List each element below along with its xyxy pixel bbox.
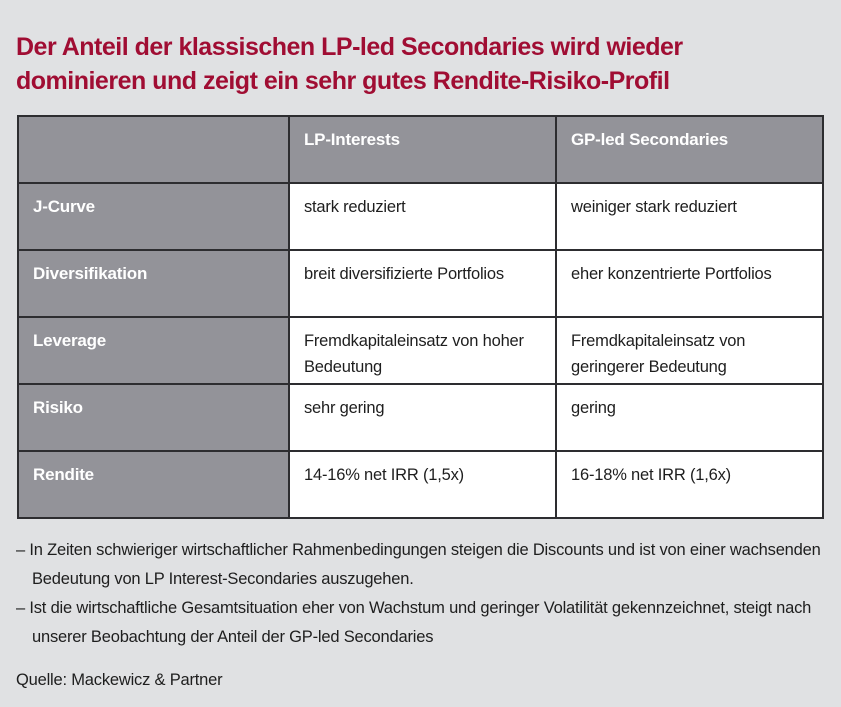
source-line: Quelle: Mackewicz & Partner	[16, 671, 223, 689]
cell-j-curve-lp: stark reduziert	[290, 184, 555, 249]
row-label-j-curve: J-Curve	[19, 184, 288, 249]
note-item: – In Zeiten schwieriger wirtschaftlicher Rahmenbedingungen steigen die Discounts und ist von einer wachsenden Bedeutung von LP Interest-Secondaries auszugehen.	[16, 541, 821, 588]
cell-leverage-gp: Fremdkapitaleinsatz von geringerer Bedeutung	[557, 318, 822, 383]
cell-diversifikation-gp: eher konzentrierte Portfolios	[557, 251, 822, 316]
note-item: – Ist die wirtschaftliche Gesamtsituation eher von Wachstum und geringer Volatilität gekennzeichnet, steigt nach unserer Beobachtung der Anteil der GP-led Secondaries	[16, 599, 812, 646]
cell-j-curve-gp: weiniger stark reduziert	[557, 184, 822, 249]
footnotes	[16, 536, 822, 652]
column-header-gp-led-secondaries: GP-led Secondaries	[557, 117, 822, 182]
cell-leverage-lp: Fremdkapitaleinsatz von hoher Bedeutung	[290, 318, 555, 383]
row-label-rendite: Rendite	[19, 452, 288, 517]
cell-risiko-lp: sehr gering	[290, 385, 555, 450]
comparison-table	[17, 115, 824, 519]
row-label-diversifikation: Diversifikation	[19, 251, 288, 316]
row-label-risiko: Risiko	[19, 385, 288, 450]
row-label-leverage: Leverage	[19, 318, 288, 383]
column-header-lp-interests: LP-Interests	[290, 117, 555, 182]
page-title: Der Anteil der klassischen LP-led Secondaries wird wieder dominieren und zeigt ein sehr gutes Rendite-Risiko-Profil	[16, 33, 683, 95]
cell-risiko-gp: gering	[557, 385, 822, 450]
table-corner-cell	[19, 117, 288, 182]
cell-rendite-gp: 16-18% net IRR (1,6x)	[557, 452, 822, 517]
cell-rendite-lp: 14-16% net IRR (1,5x)	[290, 452, 555, 517]
cell-diversifikation-lp: breit diversifizierte Portfolios	[290, 251, 555, 316]
